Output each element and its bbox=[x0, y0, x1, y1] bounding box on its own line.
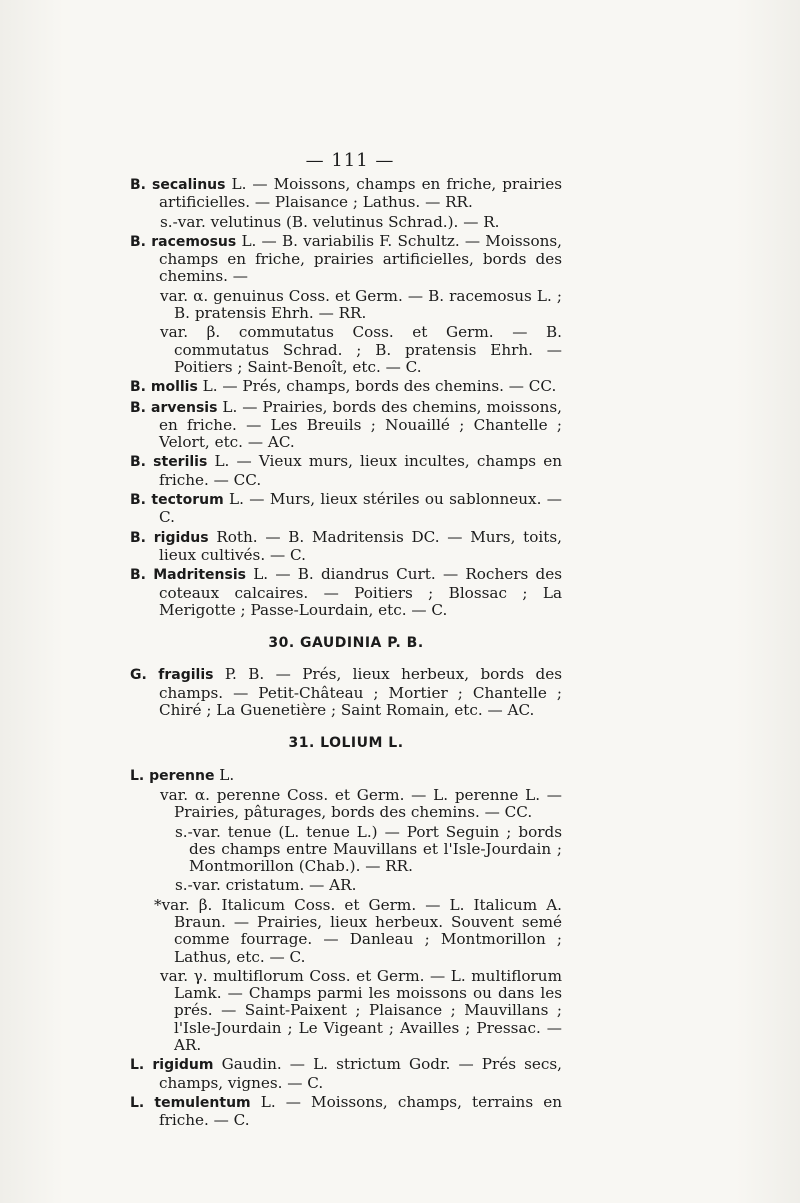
species-text: L. — Prairies, bords des chemins, moissons, en friche. — Les Breuils ; Nouaillé ; Chantelle ; Velort, etc. — AC. bbox=[159, 397, 562, 452]
species-text: L. — Murs, lieux stériles ou sablonneux. — C. bbox=[159, 490, 562, 527]
variety-entry: var. γ. multiflorum Coss. et Germ. — L. multiflorum Lamk. — Champs parmi les moissons ou dans les prés. — Saint-Paixent ; Plaisance ; Mauvillans ; l'Isle-Jourdain ; Le Vigeant ; Availles ; Pressac. — AR. bbox=[160, 966, 562, 1055]
species-text: L. — Moissons, champs en friche, prairies artificielles. — Plaisance ; Lathus. — RR. bbox=[159, 175, 562, 212]
species-name: B. mollis bbox=[130, 379, 198, 396]
species-entry bbox=[130, 233, 562, 286]
genus-heading: 30. GAUDINIA P. B. bbox=[268, 635, 424, 652]
species-name: B. rigidus bbox=[130, 529, 209, 546]
species-entry bbox=[130, 453, 562, 489]
species-name: G. fragilis bbox=[130, 667, 214, 684]
subvariety-entry: s.-var. tenue (L. tenue L.) — Port Seguin ; bords des champs entre Mauvillans et l'Isle-Jourdain ; Montmorillon (Chab.). — RR. bbox=[175, 822, 562, 876]
species-text: L. — Vieux murs, lieux incultes, champs en friche. — CC. bbox=[159, 452, 562, 489]
species-text: L. — B. diandrus Curt. — Rochers des coteaux calcaires. — Poitiers ; Blossac ; La Merigotte ; Passe-Lourdain, etc. — C. bbox=[159, 565, 562, 619]
species-author: L. bbox=[214, 765, 235, 784]
species-text: Gaudin. — L. strictum Godr. — Prés secs, champs, vignes. — C. bbox=[159, 1055, 562, 1092]
species-entry bbox=[130, 399, 562, 452]
species-entry bbox=[130, 566, 562, 619]
species-text: L. — Moissons, champs, terrains en friche. — C. bbox=[159, 1092, 562, 1130]
species-name: B. secalinus bbox=[130, 177, 226, 193]
species-name: L. temulentum bbox=[130, 1094, 251, 1111]
species-name: L. rigidum bbox=[130, 1057, 214, 1074]
species-text: L. — Prés, champs, bords des chemins. — CC. bbox=[197, 377, 557, 396]
species-name: B. arvensis bbox=[130, 399, 218, 416]
species-name: B. tectorum bbox=[130, 492, 224, 509]
variety-entry: var. α. perenne Coss. et Germ. — L. perenne L. — Prairies, pâturages, bords des chemins. — CC. bbox=[160, 785, 562, 822]
variety-entry: *var. β. Italicum Coss. et Germ. — L. Italicum A. Braun. — Prairies, lieux herbeux. Souvent semé comme fourrage. — Danleau ; Montmorillon ; Lathus, etc. — C. bbox=[154, 895, 562, 966]
species-entry bbox=[130, 529, 562, 565]
species-text: L. — B. variabilis F. Schultz. — Moissons, champs en friche, prairies artificielles, bords des chemins. — bbox=[159, 231, 562, 286]
subvariety-entry: s.-var. cristatum. — AR. bbox=[175, 876, 357, 895]
species-entry bbox=[130, 378, 562, 396]
page-body bbox=[130, 176, 562, 1132]
species-entry bbox=[130, 767, 562, 785]
genus-heading: 31. LOLIUM L. bbox=[288, 735, 404, 752]
species-name: B. racemosus bbox=[130, 233, 237, 250]
variety-entry: var. β. commutatus Coss. et Germ. — B. commutatus Schrad. ; B. pratensis Ehrh. — Poitiers ; Saint-Benoît, etc. — C. bbox=[160, 323, 562, 376]
variety-entry: var. α. genuinus Coss. et Germ. — B. racemosus L. ; B. pratensis Ehrh. — RR. bbox=[160, 286, 562, 323]
species-entry bbox=[130, 666, 562, 719]
page-number: — 111 — bbox=[305, 150, 395, 171]
species-name: B. sterilis bbox=[130, 454, 208, 471]
subvariety-entry: s.-var. velutinus (B. velutinus Schrad.). — R. bbox=[160, 212, 500, 231]
species-name: B. Madritensis bbox=[130, 567, 246, 584]
species-text: Roth. — B. Madritensis DC. — Murs, toits, lieux cultivés. — C. bbox=[159, 527, 562, 564]
species-entry bbox=[130, 1056, 562, 1092]
species-entry bbox=[130, 491, 562, 527]
species-entry bbox=[130, 176, 562, 212]
species-text: P. B. — Prés, lieux herbeux, bords des champs. — Petit-Château ; Mortier ; Chantelle ; Chiré ; La Guenetière ; Saint Romain, etc. — AC. bbox=[159, 665, 562, 720]
species-name: L. perenne bbox=[130, 767, 215, 784]
species-entry bbox=[130, 1094, 562, 1130]
